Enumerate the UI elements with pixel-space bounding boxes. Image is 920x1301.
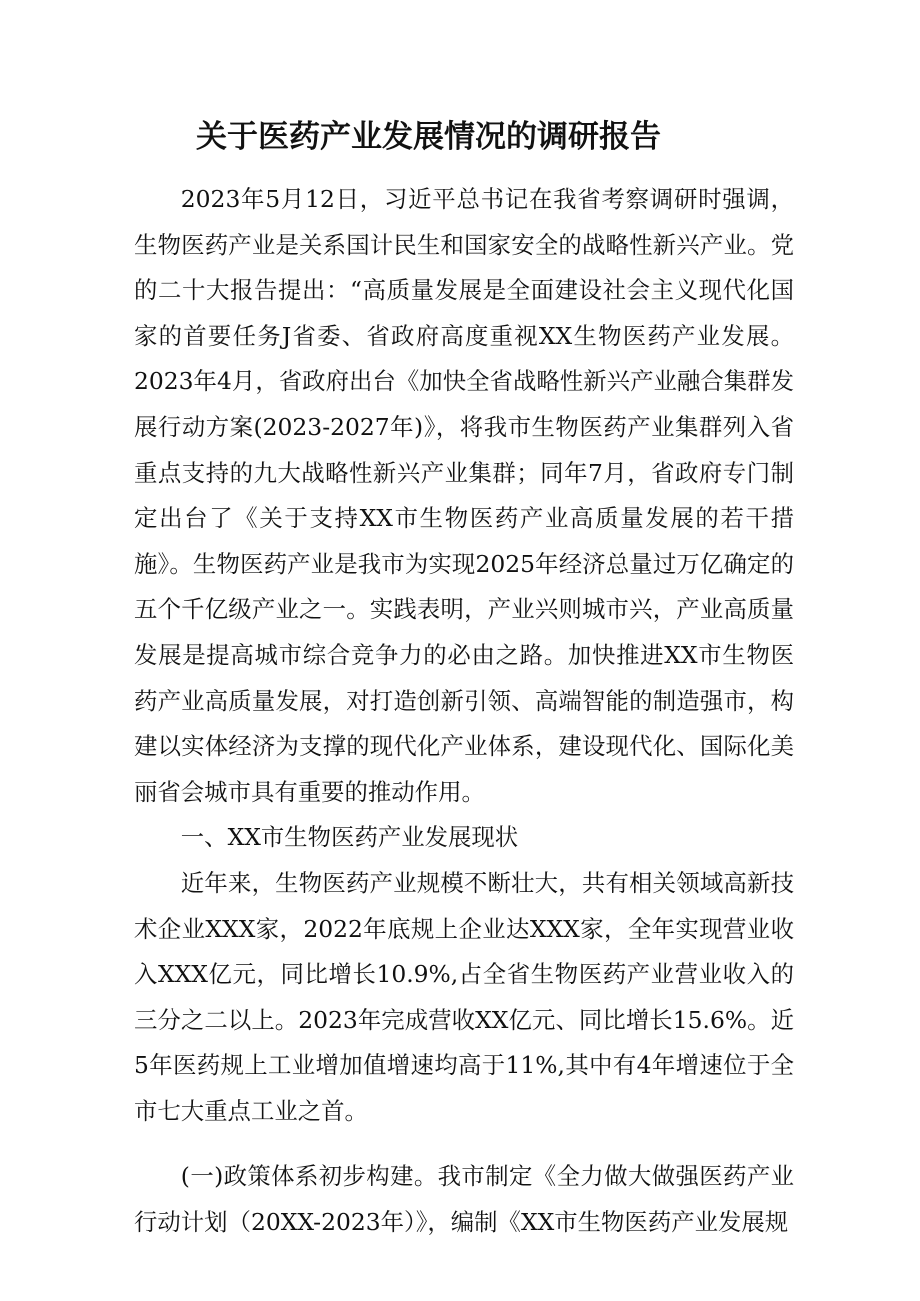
document-title: 关于医药产业发展情况的调研报告 <box>196 119 661 155</box>
paragraph-intro: 2023年5月12日，习近平总书记在我省考察调研时强调，生物医药产业是关系国计民生和国家安全的战略性新兴产业。党的二十大报告提出：“高质量发展是全面建设社会主义现代化国家的首要任务J省委、省政府高度重视XX生物医药产业发展。2023年4月，省政府出台《加快全省战略性新兴产业融合集群发展行动方案(2023-2027年)》，将我市生物医药产业集群列入省重点支持的九大战略性新兴产业集群；同年7月，省政府专门制定出台了《关于支持XX市生物医药产业高质量发展的若干措施》。生物医药产业是我市为实现2025年经济总量过万亿确定的五个千亿级产业之一。实践表明，产业兴则城市兴，产业高质量发展是提高城市综合竞争力的必由之路。加快推进XX市生物医药产业高质量发展，对打造创新引领、高端智能的制造强市，构建以实体经济为支撑的现代化产业体系，建设现代化、国际化美丽省会城市具有重要的推动作用。 <box>134 185 794 806</box>
paragraph-policy: (一)政策体系初步构建。我市制定《全力做大做强医药产业行动计划（20XX-2023年）》，编制《XX市生物医药产业发展规 <box>134 1162 794 1237</box>
paragraph-status: 近年来，生物医药产业规模不断壮大，共有相关领域高新技术企业XXX家，2022年底规上企业达XXX家，全年实现营业收入XXX亿元，同比增长10.9%,占全省生物医药产业营业收入的三分之二以上。2023年完成营收XX亿元、同比增长15.6%。近5年医药规上工业增加值增速均高于11%,其中有4年增速位于全市七大重点工业之首。 <box>134 868 794 1125</box>
section-heading: 一、XX市生物医药产业发展现状 <box>180 823 519 852</box>
